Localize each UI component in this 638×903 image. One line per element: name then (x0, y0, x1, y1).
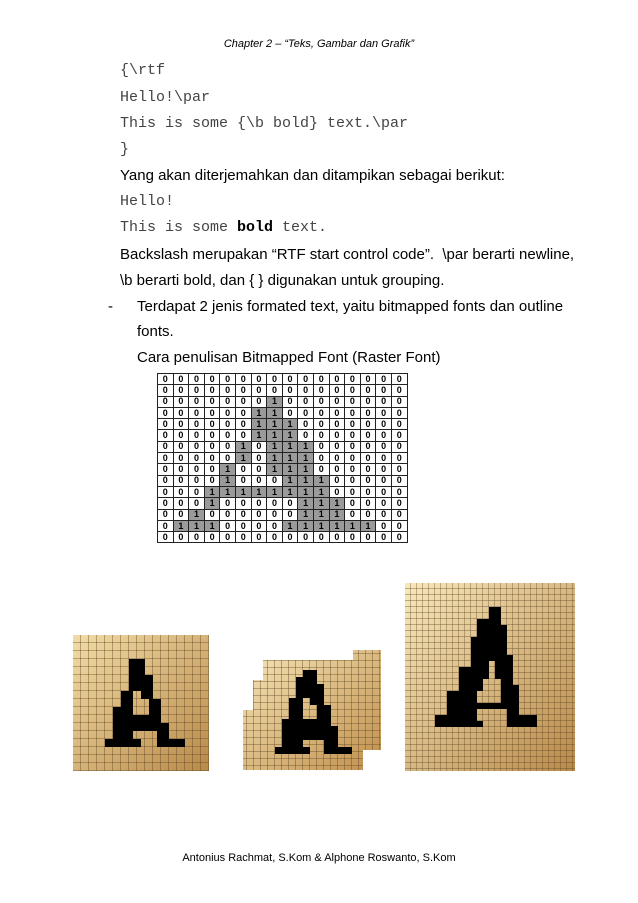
output-pre: This is some (120, 219, 238, 236)
bitmap-cell: 0 (329, 419, 345, 430)
bitmap-cell: 0 (220, 441, 236, 452)
bitmap-cell: 0 (235, 509, 251, 520)
bitmap-cell: 0 (189, 486, 205, 497)
bitmap-cell: 1 (267, 396, 283, 407)
bitmap-cell: 0 (267, 385, 283, 396)
bitmap-cell: 1 (282, 475, 298, 486)
bitmap-cell: 0 (173, 407, 189, 418)
bitmap-cell: 0 (158, 453, 174, 464)
bitmap-cell: 0 (235, 396, 251, 407)
bitmap-cell: 0 (376, 532, 392, 543)
bitmap-cell: 1 (329, 498, 345, 509)
bitmap-cell: 0 (173, 419, 189, 430)
bitmap-cell: 0 (313, 430, 329, 441)
para-line-2: \b berarti bold, dan { } digunakan untuk grouping. (120, 272, 445, 289)
output-line-1: Hello! (120, 193, 175, 210)
bitmap-cell: 0 (251, 441, 267, 452)
bitmap-cell: 0 (189, 453, 205, 464)
bitmap-cell: 0 (391, 453, 407, 464)
bitmap-cell: 0 (313, 464, 329, 475)
bitmap-cell: 0 (189, 498, 205, 509)
bitmap-cell: 0 (173, 396, 189, 407)
bitmap-cell: 1 (220, 464, 236, 475)
bitmap-cell: 0 (220, 498, 236, 509)
bitmap-cell: 0 (329, 475, 345, 486)
bitmap-cell: 0 (235, 407, 251, 418)
bitmap-cell: 0 (298, 419, 314, 430)
bitmap-cell: 0 (298, 374, 314, 385)
bitmap-cell: 0 (189, 464, 205, 475)
bitmap-cell: 0 (391, 419, 407, 430)
bitmap-cell: 1 (329, 509, 345, 520)
bitmap-cell: 0 (173, 475, 189, 486)
code-line-1: {\rtf (120, 62, 166, 79)
explain-text: Yang akan diterjemahkan dan ditampikan sebagai berikut: (120, 167, 505, 184)
bitmap-a-image-small (73, 635, 213, 775)
bitmap-cell: 0 (220, 419, 236, 430)
bitmap-row (158, 475, 408, 486)
bitmap-cell: 0 (173, 374, 189, 385)
bitmap-cell: 0 (158, 441, 174, 452)
bullet-dash: - (108, 298, 113, 315)
bitmap-cell: 0 (329, 486, 345, 497)
bitmap-cell: 0 (235, 532, 251, 543)
bitmap-cell: 0 (313, 407, 329, 418)
bitmap-cell: 0 (220, 520, 236, 531)
bitmap-cell: 0 (360, 374, 376, 385)
bitmap-cell: 0 (235, 464, 251, 475)
bitmap-cell: 0 (376, 498, 392, 509)
bitmap-cell: 0 (391, 374, 407, 385)
bitmap-cell: 0 (282, 407, 298, 418)
bitmap-cell: 0 (158, 498, 174, 509)
bitmap-cell: 1 (298, 475, 314, 486)
bitmap-cell: 0 (376, 441, 392, 452)
bitmap-cell: 0 (391, 520, 407, 531)
bitmap-cell: 0 (329, 441, 345, 452)
bitmap-cell: 1 (298, 509, 314, 520)
bitmap-cell: 1 (267, 453, 283, 464)
bitmap-cell: 0 (158, 486, 174, 497)
bitmap-row (158, 396, 408, 407)
bitmap-cell: 1 (251, 486, 267, 497)
bitmap-cell: 0 (235, 430, 251, 441)
bitmap-cell: 0 (345, 453, 361, 464)
bitmap-cell: 1 (360, 520, 376, 531)
bitmap-row (158, 453, 408, 464)
bitmap-a-image-large (405, 583, 580, 776)
bitmap-cell: 1 (204, 498, 220, 509)
bitmap-cell: 1 (251, 419, 267, 430)
bitmap-cell: 0 (173, 464, 189, 475)
bitmap-cell: 0 (376, 464, 392, 475)
bitmap-cell: 0 (189, 374, 205, 385)
bitmap-cell: 0 (189, 396, 205, 407)
bitmap-cell: 0 (282, 396, 298, 407)
bitmap-cell: 0 (376, 509, 392, 520)
bitmap-cell: 0 (298, 396, 314, 407)
bitmap-cell: 1 (345, 520, 361, 531)
bitmap-cell: 0 (189, 532, 205, 543)
bitmap-cell: 0 (313, 385, 329, 396)
bitmap-row (158, 509, 408, 520)
bitmap-cell: 0 (345, 396, 361, 407)
bitmap-cell: 0 (235, 374, 251, 385)
bitmap-cell: 0 (282, 532, 298, 543)
bitmap-cell: 0 (360, 498, 376, 509)
bitmap-cell: 0 (220, 374, 236, 385)
bitmap-cell: 0 (376, 520, 392, 531)
bitmap-cell: 0 (391, 430, 407, 441)
bitmap-cell: 0 (235, 520, 251, 531)
page-footer: Antonius Rachmat, S.Kom & Alphone Roswanto, S.Kom (182, 852, 456, 864)
bitmap-cell: 0 (360, 407, 376, 418)
subheading: Cara penulisan Bitmapped Font (Raster Font) (137, 349, 441, 366)
bitmap-cell: 0 (345, 498, 361, 509)
bitmap-row (158, 374, 408, 385)
bitmap-cell: 0 (329, 430, 345, 441)
bitmap-cell: 1 (313, 520, 329, 531)
bitmap-cell: 0 (376, 419, 392, 430)
bitmap-cell: 0 (251, 520, 267, 531)
bitmap-cell: 1 (298, 464, 314, 475)
bitmap-cell: 0 (329, 374, 345, 385)
bitmap-cell: 0 (235, 419, 251, 430)
bitmap-cell: 0 (313, 453, 329, 464)
bitmap-cell: 0 (173, 430, 189, 441)
bitmap-cell: 1 (235, 486, 251, 497)
bitmap-cell: 0 (298, 407, 314, 418)
bitmap-cell: 0 (158, 464, 174, 475)
bitmap-cell: 0 (189, 407, 205, 418)
bitmap-cell: 0 (158, 374, 174, 385)
output-line-2 (120, 219, 327, 236)
bitmap-cell: 0 (158, 430, 174, 441)
bitmap-cell: 0 (220, 532, 236, 543)
bitmap-cell: 0 (204, 385, 220, 396)
bitmap-cell: 1 (204, 486, 220, 497)
bitmap-cell: 1 (267, 407, 283, 418)
bitmap-cell: 0 (360, 532, 376, 543)
bitmap-cell: 0 (345, 464, 361, 475)
bitmap-grid (157, 373, 408, 543)
bitmap-cell: 0 (391, 396, 407, 407)
bitmap-cell: 0 (173, 486, 189, 497)
bitmap-cell: 0 (329, 385, 345, 396)
bitmap-cell: 1 (282, 464, 298, 475)
bitmap-cell: 0 (391, 498, 407, 509)
bitmap-cell: 0 (158, 532, 174, 543)
bitmap-cell: 1 (313, 498, 329, 509)
bitmap-cell: 0 (391, 441, 407, 452)
bitmap-row (158, 385, 408, 396)
bitmap-cell: 0 (158, 509, 174, 520)
bitmap-cell: 0 (173, 441, 189, 452)
bitmap-cell: 1 (313, 475, 329, 486)
bitmap-cell: 0 (298, 385, 314, 396)
bitmap-cell: 0 (345, 385, 361, 396)
bitmap-cell: 0 (345, 419, 361, 430)
bitmap-cell: 0 (376, 385, 392, 396)
bitmap-cell: 0 (345, 407, 361, 418)
bitmap-cell: 1 (282, 419, 298, 430)
bitmap-cell: 0 (251, 464, 267, 475)
bitmap-row (158, 407, 408, 418)
bitmap-cell: 0 (313, 419, 329, 430)
bitmap-cell: 0 (267, 532, 283, 543)
bitmap-cell: 0 (329, 532, 345, 543)
bitmap-cell: 0 (267, 498, 283, 509)
bitmap-cell: 0 (313, 441, 329, 452)
bitmap-cell: 0 (360, 396, 376, 407)
bitmap-cell: 0 (376, 407, 392, 418)
bitmap-cell: 1 (282, 520, 298, 531)
bitmap-cell: 0 (360, 453, 376, 464)
bitmap-cell: 0 (251, 498, 267, 509)
bitmap-cell: 0 (391, 475, 407, 486)
bitmap-cell: 1 (329, 520, 345, 531)
bitmap-cell: 0 (158, 419, 174, 430)
para-line-1: Backslash merupakan “RTF start control code”. \par berarti newline, (120, 246, 575, 263)
bitmap-cell: 0 (173, 509, 189, 520)
bitmap-cell: 0 (189, 441, 205, 452)
bitmap-cell: 0 (204, 407, 220, 418)
bitmap-cell: 0 (376, 374, 392, 385)
bitmap-cell: 1 (235, 441, 251, 452)
bitmap-cell: 0 (376, 453, 392, 464)
bitmap-cell: 0 (376, 396, 392, 407)
bitmap-cell: 1 (267, 486, 283, 497)
bitmap-row (158, 419, 408, 430)
bitmap-cell: 0 (391, 385, 407, 396)
bitmap-cell: 0 (329, 453, 345, 464)
bitmap-cell: 1 (267, 430, 283, 441)
bitmap-cell: 0 (158, 396, 174, 407)
bitmap-cell: 1 (298, 498, 314, 509)
bitmap-cell: 0 (391, 509, 407, 520)
bitmap-cell: 1 (267, 441, 283, 452)
bitmap-cell: 0 (345, 532, 361, 543)
bitmap-cell: 1 (220, 475, 236, 486)
bitmap-cell: 1 (173, 520, 189, 531)
bitmap-cell: 0 (360, 509, 376, 520)
code-line-2: Hello!\par (120, 89, 211, 106)
bitmap-cell: 0 (313, 374, 329, 385)
bitmap-cell: 0 (391, 464, 407, 475)
bitmap-cell: 0 (204, 441, 220, 452)
bitmap-cell: 0 (360, 475, 376, 486)
bitmap-cell: 0 (282, 374, 298, 385)
bitmap-cell: 0 (313, 396, 329, 407)
bitmap-cell: 0 (235, 498, 251, 509)
bitmap-cell: 0 (329, 396, 345, 407)
bitmap-cell: 0 (267, 509, 283, 520)
bitmap-cell: 0 (282, 498, 298, 509)
bitmap-cell: 0 (220, 407, 236, 418)
bitmap-cell: 0 (189, 430, 205, 441)
bitmap-cell: 1 (204, 520, 220, 531)
bitmap-cell: 0 (251, 509, 267, 520)
bitmap-cell: 1 (251, 407, 267, 418)
bitmap-cell: 0 (204, 374, 220, 385)
bitmap-cell: 0 (251, 385, 267, 396)
page-header: Chapter 2 – “Teks, Gambar dan Grafik” (223, 38, 415, 50)
bitmap-cell: 0 (282, 385, 298, 396)
bitmap-row (158, 498, 408, 509)
bitmap-cell: 0 (376, 486, 392, 497)
bitmap-cell: 0 (298, 430, 314, 441)
bullet-line-1: Terdapat 2 jenis formated text, yaitu bitmapped fonts dan outline (137, 298, 564, 315)
bitmap-cell: 1 (298, 441, 314, 452)
bitmap-cell: 1 (298, 486, 314, 497)
bitmap-cell: 1 (313, 486, 329, 497)
bitmap-cell: 0 (376, 430, 392, 441)
bitmap-cell: 0 (313, 532, 329, 543)
bitmap-cell: 0 (360, 464, 376, 475)
bitmap-cell: 1 (282, 486, 298, 497)
bitmap-cell: 1 (220, 486, 236, 497)
bitmap-cell: 1 (189, 509, 205, 520)
bitmap-cell: 0 (173, 385, 189, 396)
bitmap-cell: 0 (360, 486, 376, 497)
code-line-4: } (120, 141, 130, 158)
bitmap-cell: 1 (298, 520, 314, 531)
bitmap-cell: 1 (298, 453, 314, 464)
bitmap-cell: 0 (204, 396, 220, 407)
bitmap-cell: 0 (282, 509, 298, 520)
bitmap-row (158, 486, 408, 497)
bitmap-cell: 0 (391, 532, 407, 543)
bitmap-cell: 0 (158, 475, 174, 486)
bitmap-cell: 1 (235, 453, 251, 464)
bitmap-cell: 0 (189, 385, 205, 396)
bitmap-cell: 0 (235, 385, 251, 396)
bitmap-cell: 0 (360, 441, 376, 452)
bitmap-cell: 0 (360, 430, 376, 441)
bitmap-cell: 0 (158, 407, 174, 418)
bitmap-cell: 0 (204, 475, 220, 486)
bitmap-cell: 0 (345, 475, 361, 486)
code-line-3: This is some {\b bold} text.\par (120, 115, 409, 132)
bitmap-cell: 1 (282, 453, 298, 464)
bitmap-cell: 0 (329, 407, 345, 418)
bitmap-cell: 0 (376, 475, 392, 486)
bullet-line-2: fonts. (137, 323, 174, 340)
bitmap-a-image-medium (233, 640, 383, 775)
bitmap-cell: 0 (173, 498, 189, 509)
bitmap-cell: 0 (267, 374, 283, 385)
bitmap-cell: 1 (251, 430, 267, 441)
output-post: text. (273, 219, 328, 236)
bitmap-cell: 0 (158, 520, 174, 531)
bitmap-cell: 0 (360, 385, 376, 396)
bitmap-cell: 1 (282, 430, 298, 441)
bitmap-cell: 1 (313, 509, 329, 520)
bitmap-cell: 0 (173, 453, 189, 464)
bitmap-cell: 0 (267, 520, 283, 531)
bitmap-cell: 0 (204, 464, 220, 475)
bitmap-cell: 0 (267, 475, 283, 486)
bitmap-cell: 1 (267, 419, 283, 430)
bitmap-row (158, 532, 408, 543)
bitmap-cell: 0 (204, 453, 220, 464)
bitmap-cell: 0 (345, 441, 361, 452)
bitmap-cell: 0 (235, 475, 251, 486)
bitmap-cell: 0 (391, 407, 407, 418)
bitmap-cell: 0 (391, 486, 407, 497)
bitmap-cell: 0 (251, 475, 267, 486)
bitmap-cell: 0 (189, 475, 205, 486)
bitmap-cell: 0 (298, 532, 314, 543)
bitmap-cell: 1 (189, 520, 205, 531)
bitmap-cell: 0 (173, 532, 189, 543)
bitmap-cell: 0 (220, 509, 236, 520)
bitmap-row (158, 464, 408, 475)
bitmap-cell: 0 (360, 419, 376, 430)
output-bold: bold (237, 219, 274, 236)
bitmap-cell: 0 (189, 419, 205, 430)
bitmap-cell: 0 (204, 532, 220, 543)
bitmap-cell: 0 (204, 509, 220, 520)
bitmap-cell: 0 (345, 374, 361, 385)
bitmap-cell: 0 (204, 430, 220, 441)
bitmap-cell: 0 (220, 385, 236, 396)
bitmap-cell: 0 (251, 532, 267, 543)
bitmap-cell: 0 (251, 374, 267, 385)
bitmap-cell: 0 (220, 453, 236, 464)
bitmap-cell: 0 (220, 396, 236, 407)
bitmap-row (158, 430, 408, 441)
bitmap-cell: 0 (329, 464, 345, 475)
bitmap-cell: 0 (251, 453, 267, 464)
bitmap-cell: 0 (204, 419, 220, 430)
bitmap-row (158, 441, 408, 452)
bitmap-row (158, 520, 408, 531)
bitmap-cell: 0 (345, 430, 361, 441)
bitmap-cell: 0 (251, 396, 267, 407)
bitmap-cell: 0 (345, 509, 361, 520)
bitmap-cell: 0 (345, 486, 361, 497)
bitmap-cell: 0 (220, 430, 236, 441)
bitmap-cell: 1 (282, 441, 298, 452)
bitmap-cell: 1 (267, 464, 283, 475)
bitmap-cell: 0 (158, 385, 174, 396)
